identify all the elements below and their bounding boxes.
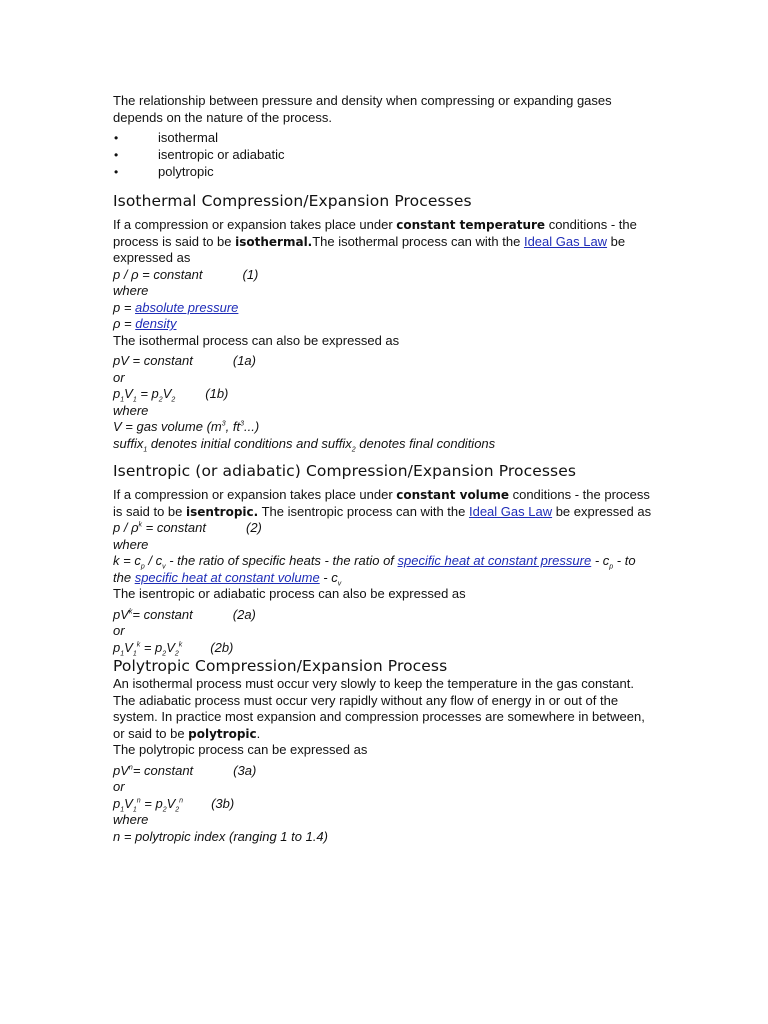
bold-text: isentropic. — [186, 504, 259, 519]
note-text: denotes initial conditions and suffix — [147, 435, 352, 451]
paragraph-text: An isothermal process must occur very slowly to keep the temperature in the gas constant. The adiabatic process must occur very rapidly without any flow of energy in or out of the system. In practice most expansion and compression processes are somewhere in between, or said to be — [113, 676, 645, 741]
absolute-pressure-link[interactable]: absolute pressure — [135, 299, 239, 315]
superscript: k — [178, 641, 183, 649]
k-definition — [113, 553, 653, 586]
bold-text: polytropic — [188, 726, 257, 741]
definition-text: k = c — [113, 553, 141, 568]
article-content — [113, 93, 653, 845]
equation-text: = constant — [132, 606, 193, 622]
paragraph-text: The isentropic process can with the — [258, 503, 469, 519]
symbol: p — [155, 795, 163, 811]
specific-heat-pressure-link[interactable]: specific heat at constant pressure — [397, 553, 592, 568]
list-item — [113, 147, 653, 164]
bold-text: isothermal. — [235, 234, 313, 249]
process-list — [113, 130, 653, 181]
symbol: V — [124, 795, 133, 811]
isentropic-heading: Isentropic (or adiabatic) Compression/Expansion Processes — [113, 462, 577, 480]
symbol: = — [140, 639, 156, 655]
specific-heat-volume-link[interactable]: specific heat at constant volume — [134, 569, 320, 585]
symbol: = — [140, 795, 156, 811]
subscript: v — [337, 580, 342, 588]
definition-text: , ft — [225, 419, 241, 434]
bullet-icon: • — [114, 131, 119, 145]
equation-2 — [113, 520, 653, 537]
equation-number: (2b) — [210, 639, 234, 655]
symbol: p — [151, 386, 159, 401]
equation-1b — [113, 386, 653, 403]
ideal-gas-law-link[interactable]: Ideal Gas Law — [468, 503, 553, 519]
equation-number: (2a) — [232, 606, 256, 622]
volume-definition — [113, 419, 653, 436]
subscript: 1 — [132, 650, 137, 658]
equation-text: p / ρ = constant — [113, 266, 203, 282]
symbol: = — [136, 386, 152, 401]
symbol: p — [113, 795, 121, 811]
symbol: V — [166, 795, 176, 811]
bold-text: constant temperature — [396, 218, 546, 232]
paragraph-text: If a compression or expansion takes place under — [113, 217, 397, 232]
equation-text: = constant — [132, 762, 194, 778]
equation-2b — [113, 640, 653, 657]
where-label: where — [113, 283, 149, 298]
n-definition: n = polytropic index (ranging 1 to 1.4) — [113, 828, 328, 844]
symbol: V — [124, 639, 133, 655]
polytropic-heading: Polytropic Compression/Expansion Process — [113, 657, 448, 675]
subscript: 1 — [120, 396, 125, 404]
equation-text: pV = constant — [113, 353, 193, 368]
superscript: k — [128, 608, 133, 616]
equation-1 — [113, 267, 653, 284]
paragraph-text: be expressed as — [113, 233, 626, 265]
where-label: where — [113, 402, 149, 418]
symbol: p — [155, 639, 163, 655]
equation-text: pV — [113, 762, 129, 778]
subscript: 2 — [174, 650, 179, 658]
subscript: 1 — [132, 806, 137, 814]
density-definition — [113, 316, 653, 333]
subscript: 2 — [171, 396, 176, 404]
intro-paragraph: The relationship between pressure and density when compressing or expanding gases depends on the nature of the process. — [113, 93, 612, 125]
note-text: suffix — [113, 435, 144, 451]
paragraph-text: be expressed as — [552, 503, 652, 519]
list-item-label: isentropic or adiabatic — [158, 147, 285, 162]
list-item-label: isothermal — [158, 130, 218, 145]
pressure-definition — [113, 300, 653, 317]
density-link[interactable]: density — [135, 316, 177, 331]
definition-text: - c — [319, 569, 338, 585]
equation-number: (3a) — [233, 762, 257, 778]
suffix-note — [113, 436, 653, 453]
superscript: n — [136, 797, 141, 805]
bullet-icon: • — [114, 148, 119, 162]
equation-2a — [113, 607, 653, 624]
bold-text: constant volume — [396, 488, 509, 502]
isentropic-paragraph — [113, 487, 653, 520]
superscript: n — [179, 797, 184, 805]
symbol: V — [124, 386, 133, 401]
superscript: n — [128, 764, 133, 772]
subscript: p — [609, 563, 614, 571]
equation-number: (1) — [242, 266, 259, 282]
definition-text: V = gas volume (m — [113, 419, 222, 434]
subscript: 2 — [162, 806, 167, 814]
equation-3b — [113, 796, 653, 813]
superscript: k — [136, 641, 141, 649]
or-label: or — [113, 623, 125, 638]
definition-text: ...) — [244, 419, 260, 434]
equation-1a — [113, 353, 653, 370]
list-item — [113, 164, 653, 181]
definition-text: - the ratio of specific heats - the ratio of — [165, 553, 398, 568]
symbol: V — [162, 386, 172, 401]
equation-number: (2) — [245, 520, 262, 535]
subscript: 2 — [162, 650, 167, 658]
equation-text: = constant — [142, 520, 206, 535]
paragraph-text: conditions - the process is said to be — [113, 217, 637, 249]
subscript: 2 — [158, 396, 163, 404]
equation-number: (1a) — [232, 353, 256, 368]
paragraph-text: . — [256, 725, 261, 741]
definition-text: p = — [113, 299, 136, 315]
list-item — [113, 130, 653, 147]
subscript: 1 — [132, 396, 137, 404]
isothermal-heading: Isothermal Compression/Expansion Processes — [113, 192, 472, 210]
subscript: 1 — [143, 446, 148, 454]
polytropic-paragraph — [113, 676, 653, 742]
definition-text: - c — [591, 553, 610, 568]
subscript: p — [140, 563, 145, 571]
list-item-label: polytropic — [158, 164, 214, 179]
or-label: or — [113, 779, 125, 794]
subscript: 1 — [120, 650, 125, 658]
polytropic-also-text: The polytropic process can be expressed as — [113, 742, 368, 757]
equation-3a — [113, 763, 653, 780]
superscript: 3 — [240, 420, 245, 428]
definition-text: / c — [144, 553, 163, 568]
subscript: 2 — [351, 446, 356, 454]
note-text: denotes final conditions — [355, 435, 496, 451]
subscript: 1 — [120, 806, 125, 814]
equation-number: (1b) — [205, 386, 229, 401]
superscript: 3 — [221, 420, 226, 428]
ideal-gas-law-link[interactable]: Ideal Gas Law — [523, 233, 608, 249]
definition-text: - to the — [113, 553, 636, 585]
equation-text: p / ρ — [113, 520, 139, 535]
definition-text: ρ = — [113, 316, 136, 331]
equation-text: pV — [113, 606, 129, 622]
symbol: p — [113, 639, 121, 655]
superscript: k — [138, 521, 143, 529]
subscript: 2 — [175, 806, 180, 814]
symbol: V — [166, 639, 175, 655]
isothermal-paragraph — [113, 217, 653, 267]
bullet-icon: • — [114, 165, 119, 179]
paragraph-text: The isothermal process can with the — [312, 233, 524, 249]
subscript: v — [162, 563, 166, 571]
equation-number: (3b) — [211, 795, 235, 811]
symbol: p — [113, 386, 121, 401]
paragraph-text: conditions - the process is said to be — [113, 487, 650, 519]
paragraph-text: If a compression or expansion takes place under — [113, 487, 397, 502]
isentropic-also-text: The isentropic or adiabatic process can also be expressed as — [113, 586, 466, 601]
or-label: or — [113, 369, 125, 385]
isothermal-also-text: The isothermal process can also be expressed as — [113, 332, 400, 348]
where-label: where — [113, 536, 149, 552]
where-label: where — [113, 812, 149, 827]
